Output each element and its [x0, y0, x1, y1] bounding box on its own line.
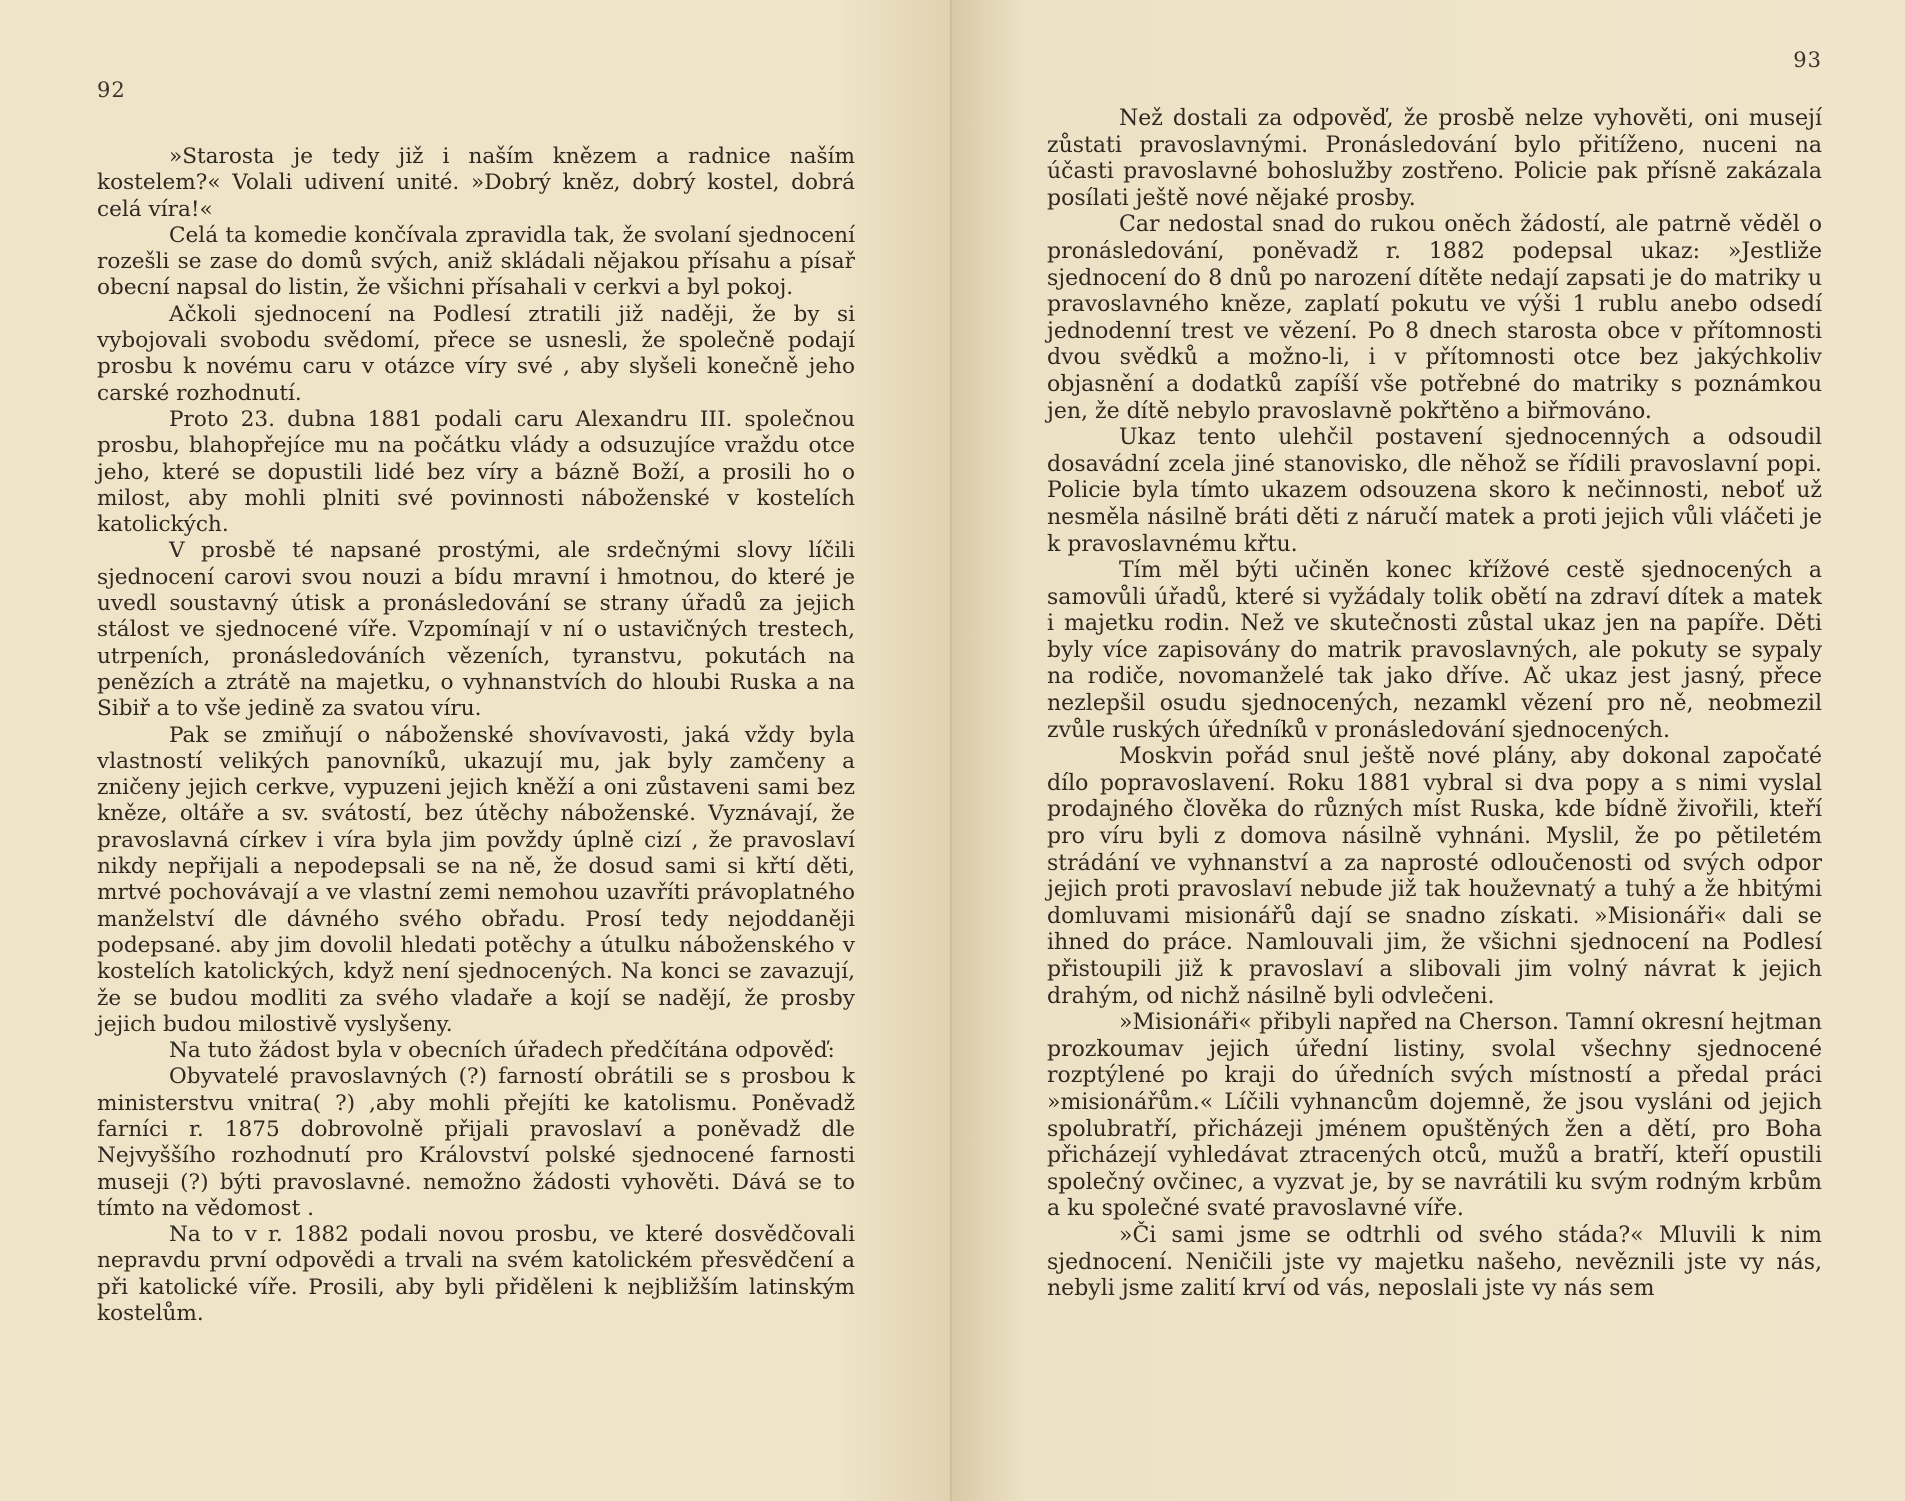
- quoted-response: Obyvatelé pravoslavných (?) farností obrátili se s prosbou k ministerstvu vnitra( ?) ,aby mohli přejíti ke katolismu. Poněvadž farníci r. 1875 dobrovolně přijali pravoslaví a poněvadž dle Nejvyššího rozhodnutí pro Království polské sjednocené farnosti museji (?) býti pravoslavné. nemožno žádosti vyhověti. Dává se to tímto na vědomost .: [97, 1064, 855, 1221]
- paragraph: Ačkoli sjednocení na Podlesí ztratili již naději, že by si vybojovali svobodu svědomí, přece se usnesli, že společně podají prosbu k novému caru v otázce víry své , aby slyšeli konečně jeho carské rozhodnutí.: [97, 301, 855, 406]
- paragraph: Celá ta komedie končívala zpravidla tak, že svolaní sjednocení rozešli se zase do domů svých, aniž skládali nějakou přísahu a písař obecní napsal do listin, že všichni přísahali v cerkvi a byl pokoj.: [97, 222, 855, 301]
- paragraph: Na tuto žádost byla v obecních úřadech předčítána odpověď:: [169, 1038, 835, 1064]
- paragraph: Pak se zmiňují o náboženské shovívavosti, jaká vždy byla vlastností velikých panovníků, ukazují mu, jak byly zamčeny a zničeny jejich cerkve, vypuzeni jejich kněží a oni zůstaveni sami bez kněze, oltáře a sv. svátostí, bez útěchy náboženské. Vyznávají, že pravoslavná církev i víra byla jim povždy úplně cizí , že pravoslaví nikdy nepřijali a nepodepsali se na ně, že dosud sami si křtí děti, mrtvé pochovávají a ve vlastní zemi nemohou uzavříti právoplatného manželství dle dávného svého obřadu. Prosí tedy nejoddaněji podepsané. aby jim dovolil hledati potěchy a útulku náboženského v kostelích katolických, když není sjednocených. Na konci se zavazují, že se budou modliti za svého vladaře a kojí se nadějí, že prosby jejich budou milostivě vyslyšeny.: [97, 722, 855, 1037]
- page-number: 93: [1793, 48, 1822, 72]
- right-page: [952, 0, 1905, 1501]
- paragraph: Na to v r. 1882 podali novou prosbu, ve které dosvědčovali nepravdu první odpovědi a trvali na svém katolickém přesvědčení a při katolické víře. Prosili, aby byli přiděleni k nejbližším latinským kostelům.: [97, 1222, 855, 1327]
- left-page: [0, 0, 952, 1501]
- paragraph: Car nedostal snad do rukou oněch žádostí, ale patrně věděl o pronásledování, poněvadž r. 1882 podepsal ukaz: »Jestliže sjednocení do 8 dnů po narození dítěte nedají zapsati je do matriky u pravoslavného kněze, zaplatí pokutu ve výši 1 rublu anebo odsedí jednodenní trest ve vězení. Po 8 dnech starosta obce v přítomnosti dvou svědků a možno-li, i v přítomnosti otce bez jakýchkoliv objasnění a dodatků zapíší vše potřebné do matriky s poznámkou jen, že dítě nebylo pravoslavně pokřtěno a biřmováno.: [1047, 212, 1822, 424]
- page-body: [97, 144, 855, 1327]
- paragraph: Než dostali za odpověď, že prosbě nelze vyhověti, oni musejí zůstati pravoslavnými. Pronásledování bylo přitíženo, nuceni na účasti pravoslavné bohoslužby zostřeno. Policie pak přísně zakázala posílati ještě nové nějaké prosby.: [1047, 106, 1822, 211]
- paragraph: Ukaz tento ulehčil postavení sjednocenných a odsoudil dosavádní zcela jiné stanovisko, dle něhož se řídili pravoslavní popi. Policie byla tímto ukazem odsouzena skoro k nečinnosti, neboť už nesměla násilně bráti děti z náručí matek a proti jejich vůli vláčeti je k pravoslavnému křtu.: [1047, 425, 1822, 557]
- paragraph: V prosbě té napsané prostými, ale srdečnými slovy líčili sjednocení carovi svou nouzi a bídu mravní i hmotnou, do které je uvedl soustavný útisk a pronásledování se strany úřadů za jejich stálost ve sjednocené víře. Vzpomínají v ní o ustavičných trestech, utrpeních, pronásledováních vězeních, tyranstvu, pokutách na penězích a ztrátě na majetku, o vyhnanstvích do hloubi Ruska a na Sibiř a to vše jedině za svatou víru.: [97, 538, 855, 722]
- paragraph: Tím měl býti učiněn konec křížové cestě sjednocených a samovůli úřadů, které si vyžádaly tolik obětí na zdraví dítek a matek i majetku rodin. Než ve skutečnosti zůstal ukaz jen na papíře. Děti byly více zapisovány do matrik pravoslavných, ale pokuty se sypaly na rodiče, novomanželé tak jako dříve. Ač ukaz jest jasný, přece nezlepšil osudu sjednocených, nezamkl vězení pro ně, neobmezil zvůle ruských úředníků v pronásledování sjednocených.: [1047, 558, 1822, 743]
- paragraph: Proto 23. dubna 1881 podali caru Alexandru III. společnou prosbu, blahopřejíce mu na počátku vlády a odsuzujíce vraždu otce jeho, které se dopustili lidé bez víry a bázně Boží, a prosili ho o milost, aby mohli plniti své povinnosti náboženské v kostelích katolických.: [97, 406, 855, 538]
- page-body: [1047, 106, 1822, 1303]
- paragraph: »Starosta je tedy již i naším knězem a radnice naším kostelem?« Volali udivení unité. »Dobrý kněz, dobrý kostel, dobrá celá víra!«: [97, 144, 855, 222]
- page-number: 92: [97, 78, 126, 102]
- paragraph: Moskvin pořád snul ještě nové plány, aby dokonal započaté dílo popravoslavení. Roku 1881 vybral si dva popy a s nimi vyslal prodajného člověka do různých míst Ruska, kde bídně živořili, kteří pro víru byli z domova násilně vyhnáni. Myslil, že po pětiletém strádání ve vyhnanství a za naprosté odloučenosti od svých odpor jejich proti pravoslaví nebude již tak houževnatý a tuhý a že hbitými domluvami misionářů dají se snadno získati. »Misionáři« dali se ihned do práce. Namlouvali jim, že všichni sjednocení na Podlesí přistoupili již k pravoslaví a slibovali jim volný návrat k jejich drahým, od nichž násilně byli odvlečeni.: [1047, 744, 1822, 1009]
- paragraph: »Misionáři« přibyli napřed na Cherson. Tamní okresní hejtman prozkoumav jejich úřední listiny, svolal všechny sjednocené rozptýlené po kraji do úředních svých místností a předal práci »misionářům.« Líčili vyhnancům dojemně, že jsou vysláni od jejich spolubratří, přicházeji jménem opuštěných žen a dětí, pro Boha přicházejí vyhledávat ztracených otců, mužů a bratří, kteří opustili společný ovčinec, a vyzvat je, by se navrátili ku svým rodným krbům a ku společné svaté pravoslavné víře.: [1047, 1010, 1822, 1222]
- paragraph: »Či sami jsme se odtrhli od svého stáda?« Mluvili k nim sjednocení. Neničili jste vy majetku našeho, nevěznili jste vy nás, nebyli jsme zalití krví od vás, neposlali jste vy nás sem: [1047, 1222, 1822, 1302]
